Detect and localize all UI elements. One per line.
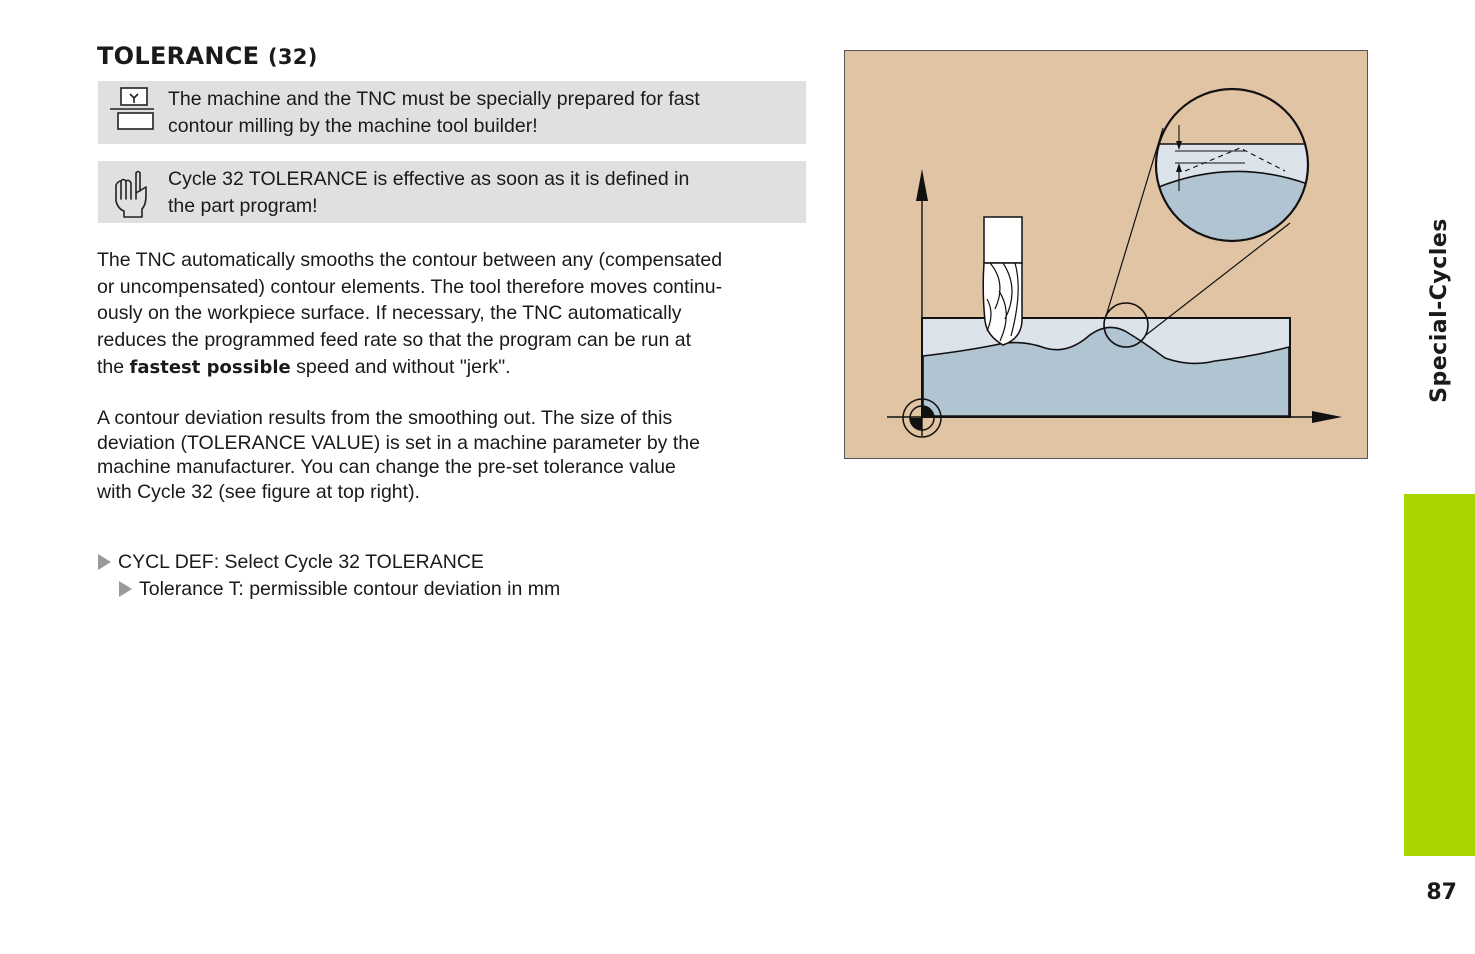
y-axis-arrow	[916, 169, 928, 201]
title-text: TOLERANCE	[97, 42, 260, 70]
machine-note-line2: contour milling by the machine tool builder!	[168, 115, 538, 137]
hand-note-line2: the part program!	[168, 195, 318, 217]
step1-text: CYCL DEF: Select Cycle 32 TOLERANCE	[118, 551, 484, 573]
tolerance-diagram	[845, 51, 1367, 458]
para2-line3: machine manufacturer. You can change the pre-set tolerance value	[97, 456, 676, 479]
machine-note-line1: The machine and the TNC must be specially prepared for fast	[168, 88, 700, 110]
chapter-label-text: Special-Cycles	[1427, 217, 1453, 403]
magnifier-circle-icon	[1145, 81, 1325, 254]
hand-note-line1: Cycle 32 TOLERANCE is effective as soon as it is defined in	[168, 168, 690, 190]
cycle-number: (32)	[267, 45, 318, 69]
hand-note	[98, 161, 806, 223]
chapter-tab	[1404, 494, 1475, 856]
smoothing-paragraph	[97, 247, 813, 382]
para1-line4: reduces the programmed feed rate so that the program can be run at	[97, 329, 692, 352]
x-axis-arrow	[1312, 411, 1342, 423]
step-cycl-def	[98, 549, 484, 575]
para1-line2: or uncompensated) contour elements. The tool therefore moves continu-	[97, 275, 723, 298]
fastest-possible-emphasis: fastest possible	[129, 356, 291, 378]
para2-line1: A contour deviation results from the smoothing out. The size of this	[97, 407, 673, 429]
step-tolerance	[119, 576, 560, 602]
machine-icon	[108, 85, 156, 131]
step2-text: Tolerance T: permissible contour deviation in mm	[139, 578, 561, 600]
chapter-label	[1404, 140, 1475, 480]
para1-line5-pre: the	[97, 355, 130, 378]
pointing-hand-icon	[108, 165, 154, 219]
deviation-paragraph	[97, 406, 813, 505]
para1-line3: ously on the workpiece surface. If necessary, the TNC automatically	[97, 302, 682, 325]
end-mill-icon	[983, 217, 1022, 345]
machine-note	[98, 81, 806, 144]
tolerance-figure	[844, 50, 1368, 459]
page-number: 87	[1426, 880, 1457, 905]
page-title	[97, 42, 318, 70]
triangle-bullet-icon	[98, 554, 111, 570]
para1-line5-post: speed and without "jerk".	[290, 355, 511, 378]
para1-line1: The TNC automatically smooths the contour between any (compensated	[97, 249, 723, 271]
para2-line2: deviation (TOLERANCE VALUE) is set in a machine parameter by the	[97, 431, 700, 454]
triangle-bullet-icon	[119, 581, 132, 597]
para2-line4: with Cycle 32 (see figure at top right).	[97, 481, 420, 504]
